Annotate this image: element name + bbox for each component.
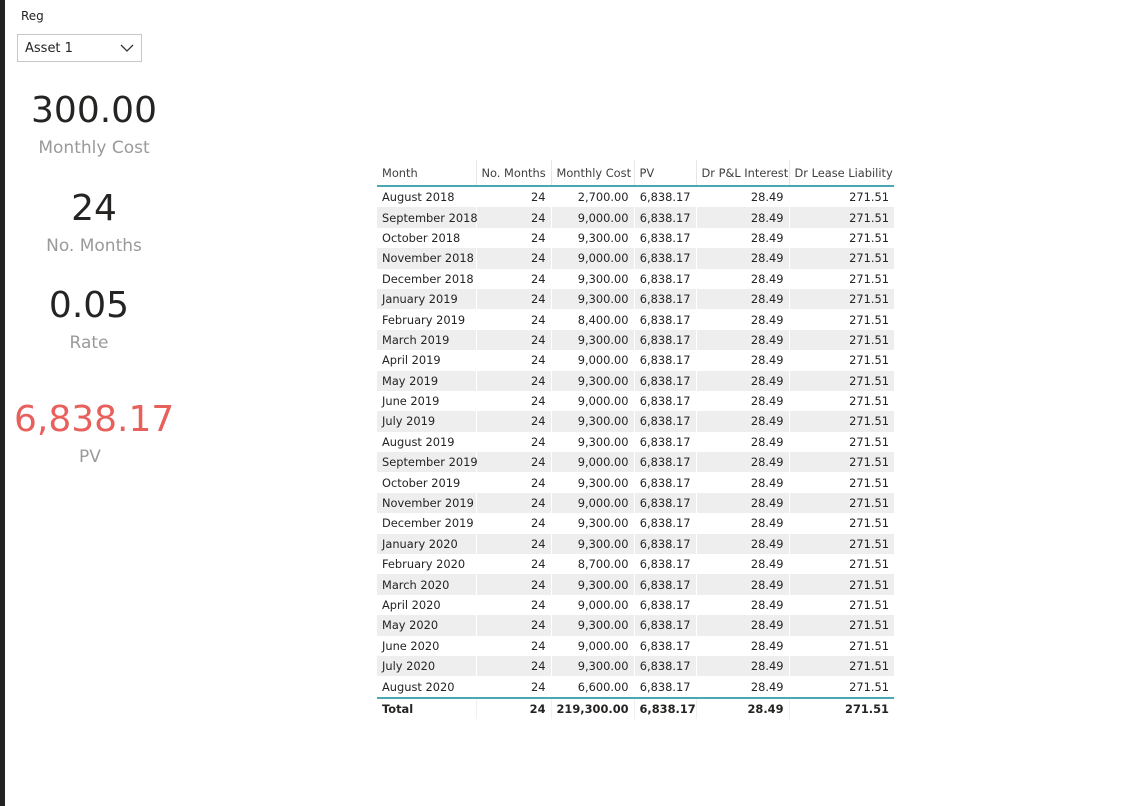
- cell-month: September 2019: [377, 452, 476, 472]
- cell-month: August 2020: [377, 676, 476, 697]
- monthly-cost-card: [24, 90, 164, 158]
- pv-card: [14, 399, 175, 467]
- cell-monthly-cost: 9,300.00: [551, 371, 634, 391]
- rate-label: Rate: [69, 333, 109, 353]
- cell-monthly-cost: 9,000.00: [551, 595, 634, 615]
- slicer-selected-value: Asset 1: [25, 41, 73, 56]
- total-pv: 6,838.17: [634, 698, 696, 719]
- cell-dr-lease-liability: 271.51: [789, 207, 894, 227]
- cell-dr-lease-liability: 271.51: [789, 636, 894, 656]
- cell-dr-pl-interest: 28.49: [696, 432, 789, 452]
- cell-dr-pl-interest: 28.49: [696, 636, 789, 656]
- cell-monthly-cost: 9,300.00: [551, 432, 634, 452]
- cell-pv: 6,838.17: [634, 350, 696, 370]
- reg-slicer-dropdown[interactable]: [17, 34, 142, 62]
- monthly-cost-value: 300.00: [31, 90, 157, 131]
- table-row: [377, 309, 894, 329]
- column-header-pv[interactable]: PV: [634, 160, 696, 186]
- cell-pv: 6,838.17: [634, 513, 696, 533]
- rate-value: 0.05: [48, 285, 130, 326]
- cell-pv: 6,838.17: [634, 676, 696, 697]
- cell-pv: 6,838.17: [634, 289, 696, 309]
- table-row: [377, 513, 894, 533]
- cell-dr-pl-interest: 28.49: [696, 676, 789, 697]
- cell-no-months: 24: [476, 207, 551, 227]
- cell-month: November 2018: [377, 248, 476, 268]
- cell-dr-pl-interest: 28.49: [696, 289, 789, 309]
- cell-dr-lease-liability: 271.51: [789, 452, 894, 472]
- table-row: [377, 248, 894, 268]
- cell-dr-lease-liability: 271.51: [789, 248, 894, 268]
- cell-dr-lease-liability: 271.51: [789, 493, 894, 513]
- cell-month: August 2018: [377, 186, 476, 207]
- table-row: [377, 452, 894, 472]
- cell-dr-pl-interest: 28.49: [696, 391, 789, 411]
- cell-dr-pl-interest: 28.49: [696, 207, 789, 227]
- cell-pv: 6,838.17: [634, 391, 696, 411]
- cell-dr-pl-interest: 28.49: [696, 186, 789, 207]
- cell-pv: 6,838.17: [634, 452, 696, 472]
- total-no-months: 24: [476, 698, 551, 719]
- table-row: [377, 595, 894, 615]
- table-total-row: [377, 698, 894, 719]
- cell-monthly-cost: 9,000.00: [551, 391, 634, 411]
- pv-label: PV: [79, 447, 101, 467]
- cell-no-months: 24: [476, 595, 551, 615]
- cell-monthly-cost: 8,400.00: [551, 309, 634, 329]
- cell-month: August 2019: [377, 432, 476, 452]
- cell-monthly-cost: 9,300.00: [551, 656, 634, 676]
- cell-dr-lease-liability: 271.51: [789, 656, 894, 676]
- table-row: [377, 207, 894, 227]
- cell-month: June 2020: [377, 636, 476, 656]
- cell-dr-pl-interest: 28.49: [696, 309, 789, 329]
- cell-pv: 6,838.17: [634, 432, 696, 452]
- table-row: [377, 472, 894, 492]
- cell-dr-lease-liability: 271.51: [789, 350, 894, 370]
- column-header-dr-pl-interest[interactable]: Dr P&L Interest: [696, 160, 789, 186]
- window-edge: [0, 0, 5, 806]
- cell-monthly-cost: 9,300.00: [551, 289, 634, 309]
- total-month: Total: [377, 698, 476, 719]
- cell-no-months: 24: [476, 248, 551, 268]
- column-header-no-months[interactable]: No. Months: [476, 160, 551, 186]
- cell-dr-pl-interest: 28.49: [696, 228, 789, 248]
- cell-no-months: 24: [476, 330, 551, 350]
- cell-pv: 6,838.17: [634, 534, 696, 554]
- cell-dr-lease-liability: 271.51: [789, 228, 894, 248]
- cell-pv: 6,838.17: [634, 636, 696, 656]
- cell-no-months: 24: [476, 656, 551, 676]
- table-row: [377, 228, 894, 248]
- cell-monthly-cost: 9,300.00: [551, 228, 634, 248]
- cell-month: January 2020: [377, 534, 476, 554]
- cell-pv: 6,838.17: [634, 574, 696, 594]
- table-row: [377, 269, 894, 289]
- cell-month: September 2018: [377, 207, 476, 227]
- total-dr-lease-liability: 271.51: [789, 698, 894, 719]
- cell-monthly-cost: 9,000.00: [551, 248, 634, 268]
- cell-no-months: 24: [476, 309, 551, 329]
- cell-no-months: 24: [476, 371, 551, 391]
- cell-no-months: 24: [476, 554, 551, 574]
- total-monthly-cost: 219,300.00: [551, 698, 634, 719]
- pv-value: 6,838.17: [14, 399, 175, 440]
- cell-pv: 6,838.17: [634, 248, 696, 268]
- cell-month: November 2019: [377, 493, 476, 513]
- column-header-monthly-cost[interactable]: Monthly Cost: [551, 160, 634, 186]
- cell-no-months: 24: [476, 472, 551, 492]
- cell-no-months: 24: [476, 350, 551, 370]
- cell-pv: 6,838.17: [634, 371, 696, 391]
- cell-month: October 2019: [377, 472, 476, 492]
- no-months-value: 24: [71, 188, 117, 229]
- cell-dr-lease-liability: 271.51: [789, 615, 894, 635]
- cell-dr-lease-liability: 271.51: [789, 186, 894, 207]
- table-row: [377, 574, 894, 594]
- cell-pv: 6,838.17: [634, 554, 696, 574]
- cell-monthly-cost: 9,300.00: [551, 411, 634, 431]
- cell-no-months: 24: [476, 411, 551, 431]
- cell-dr-pl-interest: 28.49: [696, 452, 789, 472]
- monthly-cost-label: Monthly Cost: [38, 138, 150, 158]
- cell-dr-lease-liability: 271.51: [789, 391, 894, 411]
- cell-dr-lease-liability: 271.51: [789, 554, 894, 574]
- cell-month: April 2019: [377, 350, 476, 370]
- cell-dr-pl-interest: 28.49: [696, 574, 789, 594]
- cell-pv: 6,838.17: [634, 186, 696, 207]
- cell-pv: 6,838.17: [634, 472, 696, 492]
- cell-pv: 6,838.17: [634, 309, 696, 329]
- table-row: [377, 350, 894, 370]
- chevron-down-icon: [120, 41, 134, 55]
- cell-dr-lease-liability: 271.51: [789, 411, 894, 431]
- table-row: [377, 371, 894, 391]
- cell-dr-lease-liability: 271.51: [789, 472, 894, 492]
- cell-dr-lease-liability: 271.51: [789, 309, 894, 329]
- cell-month: July 2019: [377, 411, 476, 431]
- cell-month: March 2020: [377, 574, 476, 594]
- cell-month: February 2020: [377, 554, 476, 574]
- cell-month: April 2020: [377, 595, 476, 615]
- cell-no-months: 24: [476, 269, 551, 289]
- total-dr-pl-interest: 28.49: [696, 698, 789, 719]
- cell-monthly-cost: 2,700.00: [551, 186, 634, 207]
- cell-no-months: 24: [476, 513, 551, 533]
- cell-pv: 6,838.17: [634, 228, 696, 248]
- cell-monthly-cost: 9,000.00: [551, 636, 634, 656]
- table-row: [377, 493, 894, 513]
- rate-card: [19, 285, 159, 353]
- cell-no-months: 24: [476, 636, 551, 656]
- cell-month: June 2019: [377, 391, 476, 411]
- cell-month: May 2020: [377, 615, 476, 635]
- cell-dr-lease-liability: 271.51: [789, 574, 894, 594]
- cell-dr-lease-liability: 271.51: [789, 513, 894, 533]
- slicer-title: Reg: [21, 9, 44, 23]
- cell-dr-pl-interest: 28.49: [696, 248, 789, 268]
- cell-monthly-cost: 9,300.00: [551, 574, 634, 594]
- cell-dr-lease-liability: 271.51: [789, 289, 894, 309]
- table-row: [377, 676, 894, 697]
- cell-monthly-cost: 6,600.00: [551, 676, 634, 697]
- cell-dr-pl-interest: 28.49: [696, 595, 789, 615]
- cell-dr-pl-interest: 28.49: [696, 615, 789, 635]
- cell-no-months: 24: [476, 391, 551, 411]
- table-row: [377, 330, 894, 350]
- cell-no-months: 24: [476, 186, 551, 207]
- cell-monthly-cost: 9,300.00: [551, 615, 634, 635]
- cell-month: March 2019: [377, 330, 476, 350]
- cell-no-months: 24: [476, 615, 551, 635]
- cell-monthly-cost: 9,300.00: [551, 472, 634, 492]
- cell-dr-pl-interest: 28.49: [696, 534, 789, 554]
- cell-monthly-cost: 9,000.00: [551, 350, 634, 370]
- cell-dr-pl-interest: 28.49: [696, 269, 789, 289]
- cell-monthly-cost: 8,700.00: [551, 554, 634, 574]
- cell-pv: 6,838.17: [634, 493, 696, 513]
- cell-pv: 6,838.17: [634, 411, 696, 431]
- cell-dr-lease-liability: 271.51: [789, 534, 894, 554]
- cell-month: December 2019: [377, 513, 476, 533]
- table-row: [377, 289, 894, 309]
- no-months-card: [24, 188, 164, 256]
- cell-dr-pl-interest: 28.49: [696, 493, 789, 513]
- table-row: [377, 615, 894, 635]
- column-header-dr-lease-liability[interactable]: Dr Lease Liability: [789, 160, 894, 186]
- cell-monthly-cost: 9,300.00: [551, 534, 634, 554]
- cell-no-months: 24: [476, 228, 551, 248]
- cell-month: January 2019: [377, 289, 476, 309]
- cell-dr-pl-interest: 28.49: [696, 554, 789, 574]
- table-row: [377, 391, 894, 411]
- cell-monthly-cost: 9,300.00: [551, 330, 634, 350]
- table-row: [377, 534, 894, 554]
- cell-dr-lease-liability: 271.51: [789, 269, 894, 289]
- cell-dr-pl-interest: 28.49: [696, 371, 789, 391]
- cell-pv: 6,838.17: [634, 595, 696, 615]
- cell-dr-lease-liability: 271.51: [789, 371, 894, 391]
- cell-month: October 2018: [377, 228, 476, 248]
- cell-dr-pl-interest: 28.49: [696, 350, 789, 370]
- cell-month: July 2020: [377, 656, 476, 676]
- column-header-month[interactable]: Month: [377, 160, 476, 186]
- lease-schedule-table: [377, 160, 894, 719]
- cell-dr-pl-interest: 28.49: [696, 472, 789, 492]
- table-header-row: [377, 160, 894, 186]
- cell-month: May 2019: [377, 371, 476, 391]
- cell-dr-pl-interest: 28.49: [696, 411, 789, 431]
- table-row: [377, 656, 894, 676]
- cell-monthly-cost: 9,000.00: [551, 452, 634, 472]
- cell-no-months: 24: [476, 432, 551, 452]
- table-row: [377, 411, 894, 431]
- no-months-label: No. Months: [46, 236, 142, 256]
- table-row: [377, 554, 894, 574]
- cell-dr-pl-interest: 28.49: [696, 330, 789, 350]
- cell-pv: 6,838.17: [634, 615, 696, 635]
- table-row: [377, 636, 894, 656]
- cell-pv: 6,838.17: [634, 656, 696, 676]
- cell-dr-lease-liability: 271.51: [789, 330, 894, 350]
- cell-pv: 6,838.17: [634, 269, 696, 289]
- table-row: [377, 432, 894, 452]
- cell-dr-pl-interest: 28.49: [696, 513, 789, 533]
- cell-month: February 2019: [377, 309, 476, 329]
- cell-pv: 6,838.17: [634, 330, 696, 350]
- cell-monthly-cost: 9,300.00: [551, 513, 634, 533]
- cell-month: December 2018: [377, 269, 476, 289]
- cell-no-months: 24: [476, 493, 551, 513]
- cell-no-months: 24: [476, 452, 551, 472]
- cell-dr-lease-liability: 271.51: [789, 432, 894, 452]
- cell-dr-lease-liability: 271.51: [789, 595, 894, 615]
- cell-monthly-cost: 9,300.00: [551, 269, 634, 289]
- cell-pv: 6,838.17: [634, 207, 696, 227]
- table-row: [377, 186, 894, 207]
- cell-no-months: 24: [476, 676, 551, 697]
- cell-monthly-cost: 9,000.00: [551, 493, 634, 513]
- cell-no-months: 24: [476, 574, 551, 594]
- cell-no-months: 24: [476, 289, 551, 309]
- cell-monthly-cost: 9,000.00: [551, 207, 634, 227]
- cell-dr-lease-liability: 271.51: [789, 676, 894, 697]
- cell-no-months: 24: [476, 534, 551, 554]
- cell-dr-pl-interest: 28.49: [696, 656, 789, 676]
